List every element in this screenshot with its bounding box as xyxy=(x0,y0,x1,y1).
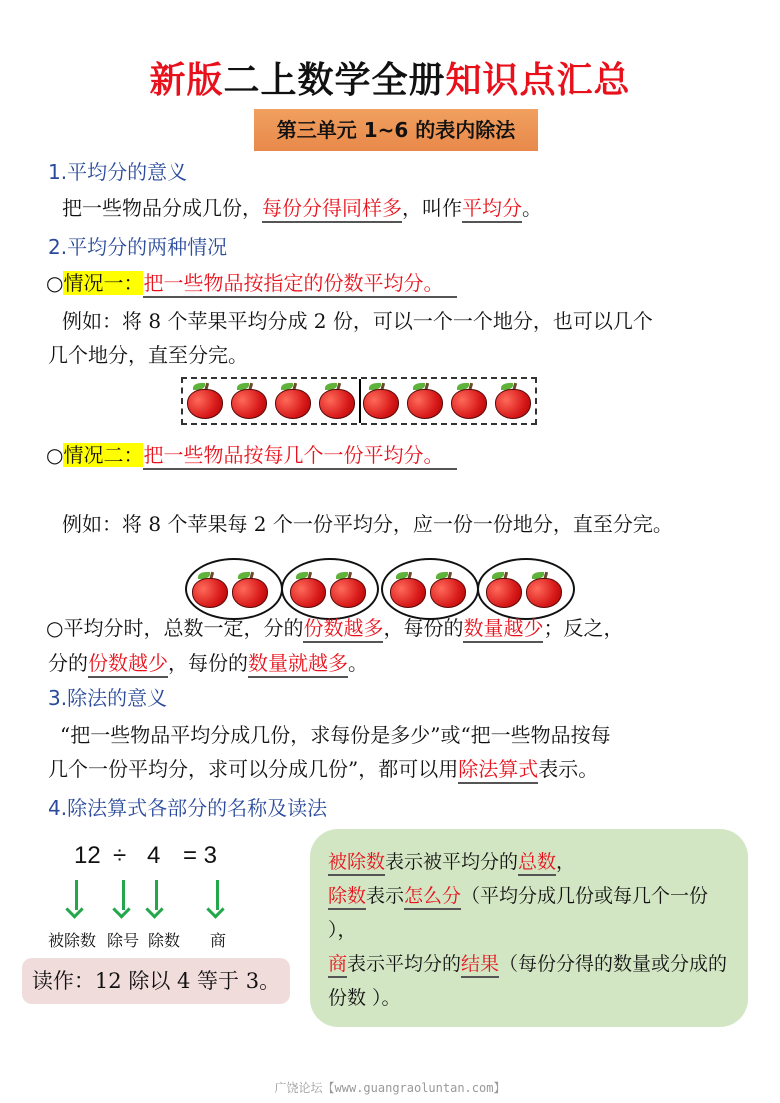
case2-label: 情况二： xyxy=(63,443,144,467)
apple-icon xyxy=(318,383,356,419)
apple-icon xyxy=(406,383,444,419)
arrow-down-icon xyxy=(75,880,78,910)
keyword: 份数越少 xyxy=(88,651,168,678)
explanation-box xyxy=(310,829,748,1027)
keyword: 平均分 xyxy=(462,196,522,223)
arrow-down-icon xyxy=(122,880,125,910)
apple-icon xyxy=(362,383,400,419)
t: 把一些物品分成几份， xyxy=(62,196,262,220)
keyword: 数量越少 xyxy=(463,616,543,643)
arrow-down-icon xyxy=(155,880,158,910)
case1-example: 例如：将 8 个苹果平均分成 2 份，可以一个一个地分，也可以几个 xyxy=(62,309,653,333)
equation-result: = 3 xyxy=(183,842,218,869)
equation-divisor: 4 xyxy=(147,842,161,869)
heading-3: 3.除法的意义 xyxy=(48,686,168,710)
keyword: 每份分得同样多 xyxy=(262,196,402,223)
rule-2 xyxy=(48,648,368,678)
case2 xyxy=(46,440,457,470)
apple-icon xyxy=(525,572,563,608)
t: ， xyxy=(556,851,576,873)
t: 几个一份平均分，求可以分成几份”，都可以用 xyxy=(48,757,459,781)
case1-text: 把一些物品按指定的份数平均分。 xyxy=(143,271,457,298)
t: 表示被平均分的 xyxy=(385,851,519,873)
bullet: ○ xyxy=(46,271,64,295)
apple-icon xyxy=(191,572,229,608)
keyword: 结果 xyxy=(461,953,499,978)
heading-2: 2.平均分的两种情况 xyxy=(48,235,228,259)
apple-icon xyxy=(274,383,312,419)
keyword: 份数越多 xyxy=(303,616,383,643)
t: ，每份的 xyxy=(383,616,464,640)
reading-box: 读作：12 除以 4 等于 3。 xyxy=(22,958,290,1004)
t: 。 xyxy=(522,196,542,220)
case2-text: 把一些物品按每几个一份平均分。 xyxy=(143,443,457,470)
label-divisor: 除数 xyxy=(148,931,181,950)
t: 。 xyxy=(348,651,368,675)
t: 平均分时，总数一定，分的 xyxy=(63,616,304,640)
t: 分的 xyxy=(48,651,88,675)
keyword: 数量就越多 xyxy=(248,651,348,678)
bullet: ○ xyxy=(46,443,64,467)
t: 表示平均分的 xyxy=(347,953,462,975)
equation-dividend: 12 xyxy=(74,842,101,869)
title-part3: 知识点汇总 xyxy=(445,60,631,101)
arrow-down-icon xyxy=(216,880,219,910)
rule xyxy=(46,613,746,643)
keyword: 总数 xyxy=(518,851,556,876)
apple-group-two-shares xyxy=(181,377,537,425)
equation-operator: ÷ xyxy=(113,842,127,869)
apple-icon xyxy=(450,383,488,419)
t: （每份分得的数量或分成的份数 ）。 xyxy=(328,953,728,1009)
apple-icon xyxy=(231,572,269,608)
t: ；反之， xyxy=(543,616,624,640)
s1-definition xyxy=(62,193,542,223)
keyword: 怎么分 xyxy=(404,885,461,910)
apple-icon xyxy=(329,572,367,608)
title-part1: 新版 xyxy=(149,60,224,101)
t: ，叫作 xyxy=(402,196,462,220)
case1-label: 情况一： xyxy=(63,271,144,295)
t: 表示。 xyxy=(538,757,599,781)
footer-watermark: 广饶论坛【www.guangraoluntan.com】 xyxy=(274,1081,506,1095)
apple-icon xyxy=(429,572,467,608)
page-title xyxy=(0,52,780,103)
case2-example: 例如：将 8 个苹果每 2 个一份平均分，应一份一份地分，直至分完。 xyxy=(62,512,673,536)
case1-example-2: 几个地分，直至分完。 xyxy=(48,343,248,367)
unit-banner: 第三单元 1~6 的表内除法 xyxy=(254,109,538,151)
keyword: 商 xyxy=(328,953,347,978)
label-quotient: 商 xyxy=(210,931,227,950)
apple-icon xyxy=(494,383,532,419)
s3-line2 xyxy=(48,754,598,784)
heading-1: 1.平均分的意义 xyxy=(48,160,188,184)
label-dividend: 被除数 xyxy=(48,931,97,950)
heading-4: 4.除法算式各部分的名称及读法 xyxy=(48,796,328,820)
keyword: 被除数 xyxy=(328,851,385,876)
explanation-text xyxy=(328,845,738,1015)
s3-line1: “把一些物品平均分成几份，求每份是多少”或“把一些物品按每 xyxy=(60,723,611,747)
t: ，每份的 xyxy=(168,651,248,675)
bullet: ○ xyxy=(46,616,64,640)
keyword: 除法算式 xyxy=(458,757,538,784)
title-part2: 二上数学全册 xyxy=(223,60,446,101)
apple-icon xyxy=(389,572,427,608)
apple-icon xyxy=(485,572,523,608)
divider xyxy=(359,379,361,423)
apple-group-pairs xyxy=(185,558,575,620)
keyword: 除数 xyxy=(328,885,366,910)
apple-icon xyxy=(230,383,268,419)
apple-icon xyxy=(289,572,327,608)
apple-icon xyxy=(186,383,224,419)
label-division-sign: 除号 xyxy=(107,931,140,950)
t: （平均分成几份或每几个一份 ）， xyxy=(328,885,709,941)
case1 xyxy=(46,268,457,298)
t: 表示 xyxy=(366,885,405,907)
